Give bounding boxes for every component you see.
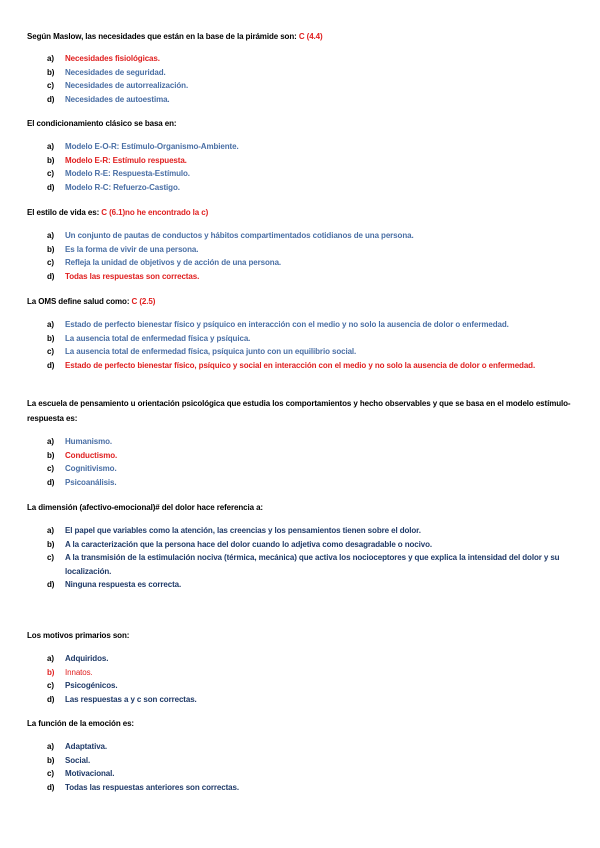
option-c: c) Necesidades de autorrealización. [47,81,189,90]
option-d: d) Las respuestas a y c son correctas. [47,694,197,704]
question-text: Según Maslow, las necesidades que están en la base de la pirámide son: [27,32,297,41]
options-list-6 [47,524,567,592]
options-list-5 [47,435,567,489]
question-8 [27,716,575,731]
option-b: b) La ausencia total de enfermedad física y psíquica. [47,333,251,343]
option-a: a) El papel que variables como la atención, las creencias y los pensamientos tienen sobre el dolor. [47,526,421,535]
answer-reference: C (4.4) [298,32,323,41]
question-text: Los motivos primarios son: [27,631,130,640]
option-b: b) A la caracterización que la persona hace del dolor cuando lo adjetiva como desagradable o nocivo. [47,539,433,549]
question-3 [27,205,575,220]
question-6 [27,500,575,515]
options-list-1 [47,52,567,106]
question-4 [27,294,575,309]
option-a: a) Un conjunto de pautas de conductos y hábitos compartimentados cotidianos de una persona. [47,231,414,240]
option-d: d) Modelo R-C: Refuerzo-Castigo. [47,182,180,192]
option-d: d) Ninguna respuesta es correcta. [47,580,182,589]
option-d: d) Necesidades de autoestima. [47,94,170,104]
option-a: a) Adaptativa. [47,742,108,751]
question-1 [27,29,575,44]
option-b: b) Modelo E-R: Estímulo respuesta. [47,155,187,165]
option-b: b) Necesidades de seguridad. [47,67,166,77]
question-2 [27,116,575,131]
option-c: c) Psicogénicos. [47,681,118,690]
option-c: c) Cognitivismo. [47,464,117,473]
option-c: c) La ausencia total de enfermedad física, psíquica junto con un equilibrio social. [47,347,357,356]
question-text: La dimensión (afectivo-emocional)# del dolor hace referencia a: [27,503,263,512]
options-list-3 [47,229,567,283]
option-d: d) Todas las respuestas anteriores son correctas. [47,782,239,792]
option-c: c) Refleja la unidad de objetivos y de acción de una persona. [47,258,282,267]
options-list-7 [47,652,567,706]
option-b: b) Social. [47,755,91,765]
option-d: d) Psicoanálisis. [47,477,117,487]
option-a: a) Adquiridos. [47,654,109,663]
option-a: a) Humanismo. [47,437,113,446]
option-c: c) Motivacional. [47,769,115,778]
question-text: La escuela de pensamiento u orientación psicológica que estudia los comportamientos y hecho observables y que se basa en el modelo estímulo-respuesta es: [27,399,571,423]
option-c: c) Modelo R-E: Respuesta-Estímulo. [47,169,190,178]
option-b: b) Es la forma de vivir de una persona. [47,244,199,254]
option-b: b) Innatos. [47,667,93,677]
question-7 [27,628,575,643]
option-b: b) Conductismo. [47,450,118,460]
options-list-2 [47,140,567,194]
question-text: La función de la emoción es: [27,719,134,728]
answer-reference: C (6.1)no he encontrado la c) [101,208,209,217]
options-list-8 [47,740,567,794]
question-text: El condicionamiento clásico se basa en: [27,119,177,128]
answer-reference: C (2.5) [131,297,156,306]
option-a: a) Necesidades fisiológicas. [47,54,160,63]
question-5 [27,396,575,426]
option-d: d) Todas las respuestas son correctas. [47,271,200,281]
options-list-4 [47,318,567,372]
option-d: d) Estado de perfecto bienestar físico, psíquico y social en interacción con el medio y no solo la ausencia de dolor o enfermedad. [47,360,536,370]
option-a: a) Modelo E-O-R: Estímulo-Organismo-Ambiente. [47,142,239,151]
option-c: c) A la transmisión de la estimulación nociva (térmica, mecánica) que activa los nocioceptores y que explica la intensidad del dolor y su localización. [47,553,560,576]
question-text: La OMS define salud como: [27,297,130,306]
question-text: El estilo de vida es: [27,208,100,217]
option-a: a) Estado de perfecto bienestar físico y psíquico en interacción con el medio y no solo la ausencia de dolor o enfermedad. [47,320,509,329]
